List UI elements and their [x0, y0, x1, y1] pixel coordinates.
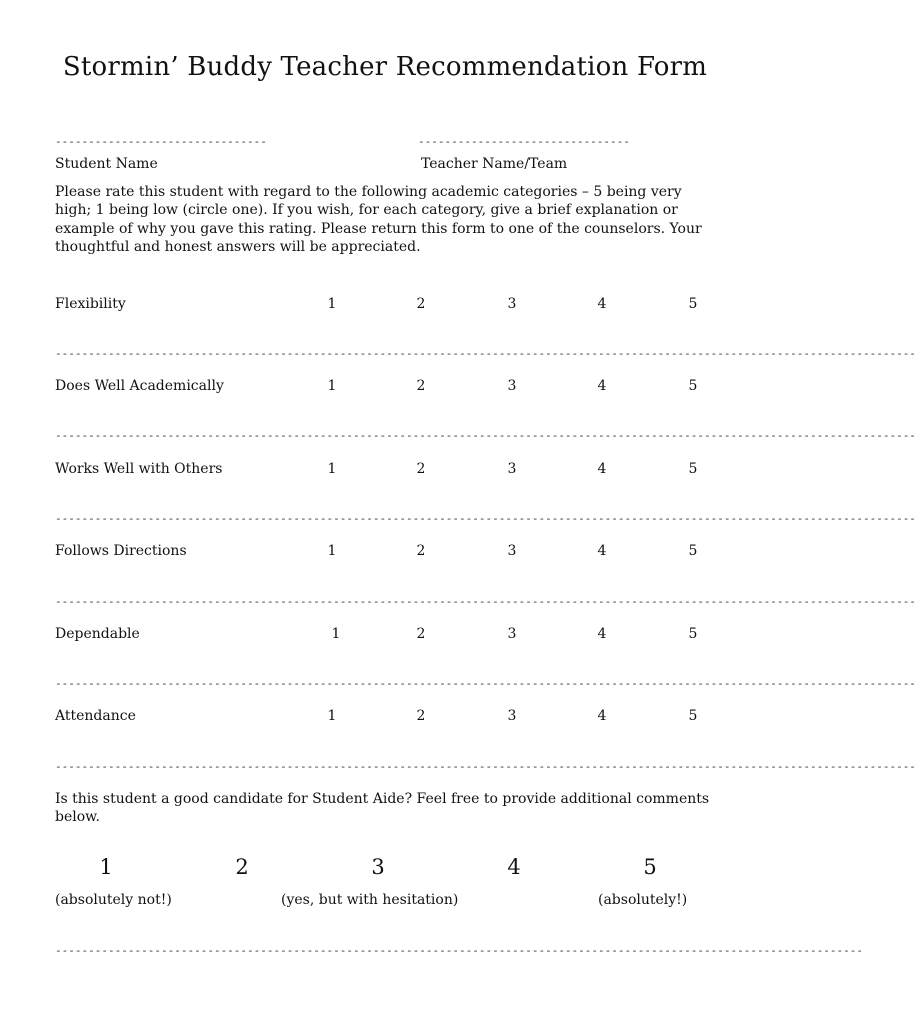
- rating-option-3[interactable]: 3: [507, 378, 517, 394]
- comment-line[interactable]: ----------------------------------------------------------------------------------------------------------------------------------: [55, 347, 916, 360]
- rating-option-5[interactable]: 5: [688, 296, 698, 312]
- teacher-name-label: Teacher Name/Team: [421, 156, 568, 172]
- rating-option-1[interactable]: 1: [327, 461, 337, 477]
- rating-option-4[interactable]: 4: [597, 543, 607, 559]
- rating-option-3[interactable]: 3: [507, 461, 517, 477]
- rating-option-5[interactable]: 5: [688, 626, 698, 642]
- aide-caption-low: (absolutely not!): [55, 892, 172, 908]
- category-label: Attendance: [55, 708, 136, 724]
- rating-option-2[interactable]: 2: [416, 296, 426, 312]
- teacher-name-blank[interactable]: --------------------------------: [418, 135, 630, 148]
- category-label: Works Well with Others: [55, 461, 223, 477]
- category-label: Does Well Academically: [55, 378, 224, 394]
- rating-option-4[interactable]: 4: [597, 461, 607, 477]
- rating-option-2[interactable]: 2: [416, 378, 426, 394]
- comment-line[interactable]: ----------------------------------------------------------------------------------------------------------------------------------: [55, 429, 916, 442]
- aide-question: Is this student a good candidate for Student Aide? Feel free to provide additional comments below.: [55, 791, 710, 826]
- student-name-label: Student Name: [55, 156, 158, 172]
- student-name-blank[interactable]: --------------------------------: [55, 135, 267, 148]
- aide-caption-high: (absolutely!): [598, 892, 688, 908]
- rating-option-4[interactable]: 4: [597, 378, 607, 394]
- rating-option-1[interactable]: 1: [327, 708, 337, 724]
- form-title: Stormin’ Buddy Teacher Recommendation Form: [62, 52, 708, 82]
- rating-option-2[interactable]: 2: [416, 461, 426, 477]
- rating-option-1[interactable]: 1: [327, 296, 337, 312]
- rating-option-1[interactable]: 1: [327, 543, 337, 559]
- aide-scale-1[interactable]: 1: [99, 855, 113, 879]
- rating-option-1[interactable]: 1: [331, 626, 341, 642]
- rating-option-2[interactable]: 2: [416, 543, 426, 559]
- rating-option-3[interactable]: 3: [507, 708, 517, 724]
- comment-line[interactable]: ----------------------------------------------------------------------------------------------------------------------------------: [55, 595, 916, 608]
- rating-option-2[interactable]: 2: [416, 626, 426, 642]
- category-label: Flexibility: [55, 296, 126, 312]
- rating-option-5[interactable]: 5: [688, 543, 698, 559]
- rating-option-4[interactable]: 4: [597, 708, 607, 724]
- rating-option-3[interactable]: 3: [507, 296, 517, 312]
- category-label: Follows Directions: [55, 543, 187, 559]
- rating-option-4[interactable]: 4: [597, 626, 607, 642]
- comment-line[interactable]: ----------------------------------------------------------------------------------------------------------------------------------: [55, 760, 916, 773]
- comments-line[interactable]: --------------------------------------------------------------------------------------------------------------------------: [55, 944, 863, 957]
- rating-option-1[interactable]: 1: [327, 378, 337, 394]
- aide-scale-2[interactable]: 2: [235, 855, 249, 879]
- instructions-paragraph: Please rate this student with regard to the following academic categories – 5 being very high; 1 being low (circle one). If you wish, for each category, give a brief explanation or example of why you gave this rating. Please return this form to one of the counselors. Your thoughtful and honest answers will be appreciated.: [55, 184, 702, 255]
- aide-scale-3[interactable]: 3: [371, 855, 385, 879]
- rating-option-2[interactable]: 2: [416, 708, 426, 724]
- aide-scale-5[interactable]: 5: [643, 855, 657, 879]
- category-label: Dependable: [55, 626, 140, 642]
- aide-scale-4[interactable]: 4: [507, 855, 521, 879]
- rating-option-5[interactable]: 5: [688, 461, 698, 477]
- comment-line[interactable]: ----------------------------------------------------------------------------------------------------------------------------------: [55, 512, 916, 525]
- rating-option-3[interactable]: 3: [507, 543, 517, 559]
- rating-option-5[interactable]: 5: [688, 708, 698, 724]
- comment-line[interactable]: ----------------------------------------------------------------------------------------------------------------------------------: [55, 677, 916, 690]
- rating-option-3[interactable]: 3: [507, 626, 517, 642]
- aide-caption-mid: (yes, but with hesitation): [281, 892, 459, 908]
- rating-option-4[interactable]: 4: [597, 296, 607, 312]
- rating-option-5[interactable]: 5: [688, 378, 698, 394]
